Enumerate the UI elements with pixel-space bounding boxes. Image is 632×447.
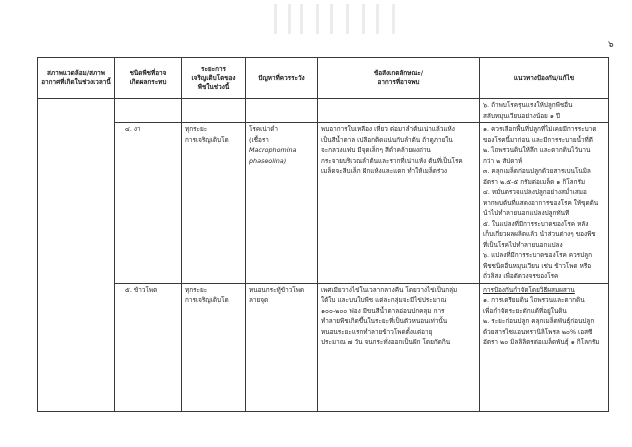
advisory-table xyxy=(37,57,609,412)
table-row-corn xyxy=(38,283,609,411)
header-solutions: แนวทางป้องกัน/แก้ไข xyxy=(480,58,609,99)
stage-cell: ทุกระยะ การเจริญเติบโต xyxy=(182,123,246,284)
environment-cell xyxy=(38,99,115,412)
stage-cell: ทุกระยะ การเจริญเติบโต xyxy=(182,283,246,411)
solutions-title: การป้องกันกำจัดโดยวิธีผสมผสาน xyxy=(483,285,575,294)
problem-cell: หนอนกระทู้ข้าวโพด ลายจุด xyxy=(246,283,318,411)
solutions-cell: ๑. ควรเลือกพื้นที่ปลูกที่ไม่เคยมีการระบาด ของโรคนี้มาก่อน และมีการระบายน้ำที่ดี ๒. ไถพรวนดินให้ลึก และตากดินไว้นาน กว่า ๒ สัปดาห์ ๓. คลุกเมล็ดก่อนปลูกด้วยสารเบนโนมิล อัตรา ๒.๕-๕ กรัมต่อเมล็ด ๑ กิโลกรัม ๔. หมั่นตรวจแปลงปลูกอย่างสม่ำเสมอ หากพบต้นที่แสดงอาการของโรค ให้ขุดต้น นำไปทำลายนอกแปลงปลูกทันที ๕. ในแปลงที่มีการระบาดของโรค หลัง เก็บเกี่ยวผลผลิตแล้ว นำส่วนต่างๆ ของพืช ที่เป็นโรคไปทำลายนอกแปลง ๖. แปลงที่มีการระบาดของโรค ควรปลูก พืชชนิดอื่นหมุนเวียน เช่น ข้าวโพด หรือ ถั่วลิสง เพื่อตัดวงจรของโรค xyxy=(480,123,609,284)
symptoms-cell: พบอาการใบเหลือง เหี่ยว ต่อมาลำต้นเน่าแล้วแห้ง เป็นสีน้ำตาล เปลือกติดแน่นกับลำต้น ถ้าดูภายใน จะกลวงแฟบ มีจุดเล็กๆ สีดำคล้ายผงถ่าน กระจายบริเวณลำต้นและรากที่เน่าแห้ง ต้นที่เป็นโรค เมล็ดจะลีบเล็ก ฝักแห้งและแตก ทำให้เมล็ดร่วง xyxy=(318,123,480,284)
header-plant: ชนิดพืชที่อาจ เกิดผลกระทบ xyxy=(115,58,182,99)
solutions-cell: ๖. ถ้าพบโรครุนแรงให้ปลูกพืชอื่น สลับหมุนเวียนอย่างน้อย ๑ ปี xyxy=(480,99,609,123)
header-problem: ปัญหาที่ควรระวัง xyxy=(246,58,318,99)
plant-cell: ๔. งา xyxy=(115,123,182,284)
symptoms-cell: เพศเมียวางไข่ในเวลากลางคืน โดยวางไข่เป็นกลุ่ม ใต้ใบ และบนใบพืช แต่ละกลุ่มจะมีไข่ประมาณ ๑๐๐-๒๐๐ ฟอง มีขนสีน้ำตาลอ่อนปกคลุม การ ทำลายพืชเกิดขึ้นในระยะที่เป็นตัวหนอนเท่านั้น หนอนระยะแรกทำลายข้าวโพดตั้งแต่อายุ ประมาณ ๗ วัน จนกระทั่งออกเป็นฝัก โดยกัดกิน xyxy=(318,283,480,411)
header-symptoms: ข้อสังเกตลักษณะ/ อาการที่อาจพบ xyxy=(318,58,480,99)
problem-cell: โรคเน่าดำ (เชื้อรา Macrophomina phaseolina) xyxy=(246,123,318,284)
page-number: ๖ xyxy=(608,40,614,50)
header-environment: สภาพแวดล้อม/สภาพ อากาศที่เกิดในช่วงเวลานี้ xyxy=(38,58,115,99)
table-row-continuation xyxy=(38,99,609,123)
plant-cell: ๕. ข้าวโพด xyxy=(115,283,182,411)
solutions-cell: การป้องกันกำจัดโดยวิธีผสมผสาน ๑. การเตรียมดิน ไถพรวนและตากดิน เพื่อกำจัดระยะดักแด้ที่อยู่ในดิน ๒. ระยะก่อนปลูก คลุกเมล็ดพันธุ์ก่อนปลูก ด้วยสารไซแอนทรานิลิโพรล ๒๐% เอสซี อัตรา ๒๐ มิลลิลิตรต่อเมล็ดพันธุ์ ๑ กิโลกรัม xyxy=(480,283,609,411)
header-growth-stage: ระยะการ เจริญเติบโตของ พืชในช่วงนี้ xyxy=(182,58,246,99)
table-row-sesame xyxy=(38,123,609,284)
header-row xyxy=(38,58,609,99)
scan-watermark xyxy=(266,4,408,34)
